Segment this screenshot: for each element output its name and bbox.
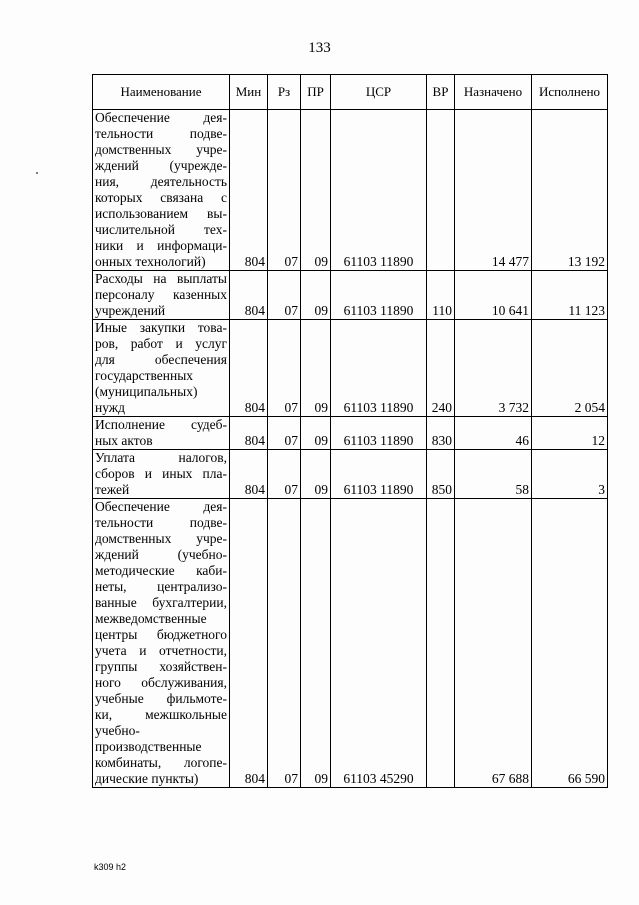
row-vr-cell xyxy=(427,110,455,271)
row-name-line: неты, централизо- xyxy=(95,579,227,594)
footer-code: k309 h2 xyxy=(94,862,127,872)
row-executed-cell: 13 192 xyxy=(532,110,608,271)
row-executed-cell: 11 123 xyxy=(532,271,608,320)
header-vr: ВР xyxy=(427,75,455,110)
row-assigned-cell: 10 641 xyxy=(455,271,532,320)
row-name-line: учета и отчетности, xyxy=(95,643,227,658)
row-name-line: Обеспечение дея- xyxy=(95,110,227,125)
row-rz-cell: 07 xyxy=(268,417,301,450)
row-name-line: государственных xyxy=(95,368,194,383)
row-csr-cell: 61103 11890 xyxy=(331,271,427,320)
row-name-line: ного обслуживания, xyxy=(95,675,227,690)
row-name-cell xyxy=(93,110,230,271)
row-executed-cell: 66 590 xyxy=(532,499,608,788)
row-vr-cell: 830 xyxy=(427,417,455,450)
row-name-cell xyxy=(93,320,230,417)
row-assigned-cell: 58 xyxy=(455,450,532,499)
row-csr-cell: 61103 45290 xyxy=(331,499,427,788)
row-name-line: учебные фильмоте- xyxy=(95,691,227,706)
row-vr-cell: 110 xyxy=(427,271,455,320)
row-name-line: ванные бухгалтерии, xyxy=(95,595,227,610)
row-name-line: персоналу казенных xyxy=(95,287,227,302)
row-name-line: методические каби- xyxy=(95,563,227,578)
row-name-line: ждений (учрежде- xyxy=(95,158,227,173)
row-pr-cell: 09 xyxy=(301,271,331,320)
row-min-cell: 804 xyxy=(230,417,268,450)
row-name-cell xyxy=(93,271,230,320)
row-name-line: группы хозяйствен- xyxy=(95,659,227,674)
header-pr: ПР xyxy=(301,75,331,110)
page-number: 133 xyxy=(308,40,331,56)
row-pr-cell: 09 xyxy=(301,499,331,788)
header-rz: Рз xyxy=(268,75,301,110)
table-row xyxy=(93,320,608,417)
row-pr-cell: 09 xyxy=(301,417,331,450)
row-name-line: Расходы на выплаты xyxy=(95,271,227,286)
row-pr-cell: 09 xyxy=(301,320,331,417)
row-csr-cell: 61103 11890 xyxy=(331,450,427,499)
row-min-cell: 804 xyxy=(230,110,268,271)
row-name-line: комбинаты, логопе- xyxy=(95,755,227,770)
row-name-line: нужд xyxy=(95,400,125,415)
header-assigned: Назначено xyxy=(455,75,532,110)
header-min: Мин xyxy=(230,75,268,110)
row-min-cell: 804 xyxy=(230,320,268,417)
row-assigned-cell: 14 477 xyxy=(455,110,532,271)
row-vr-cell xyxy=(427,499,455,788)
row-name-line: центры бюджетного xyxy=(95,627,227,642)
row-name-line: ных актов xyxy=(95,433,153,448)
row-rz-cell: 07 xyxy=(268,499,301,788)
row-name-line: которых связана с xyxy=(95,190,227,205)
row-csr-cell: 61103 11890 xyxy=(331,110,427,271)
row-name-cell xyxy=(93,417,230,450)
row-executed-cell: 12 xyxy=(532,417,608,450)
row-min-cell: 804 xyxy=(230,499,268,788)
row-executed-cell: 2 054 xyxy=(532,320,608,417)
row-executed-cell: 3 xyxy=(532,450,608,499)
table-row xyxy=(93,450,608,499)
row-name-line: тельности подве- xyxy=(95,126,227,141)
row-pr-cell: 09 xyxy=(301,110,331,271)
row-name-line: тежей xyxy=(95,482,130,497)
row-name-cell xyxy=(93,450,230,499)
table-row xyxy=(93,110,608,271)
row-name-line: числительной тех- xyxy=(95,222,227,237)
row-name-line: тельности подве- xyxy=(95,515,227,530)
row-csr-cell: 61103 11890 xyxy=(331,417,427,450)
scan-speck xyxy=(36,172,38,174)
row-name-line: онных технологий) xyxy=(95,254,206,269)
table-header-row xyxy=(93,75,608,110)
row-name-line: ники и информаци- xyxy=(95,238,227,253)
row-name-line: учреждений xyxy=(95,303,166,318)
row-pr-cell: 09 xyxy=(301,450,331,499)
table-row xyxy=(93,271,608,320)
row-rz-cell: 07 xyxy=(268,271,301,320)
row-name-line: ния, деятельность xyxy=(95,174,227,189)
row-min-cell: 804 xyxy=(230,271,268,320)
row-name-line: домственных учре- xyxy=(95,531,227,546)
row-name-line: ки, межшкольные xyxy=(95,707,227,722)
row-name-line: Обеспечение дея- xyxy=(95,499,227,514)
row-vr-cell: 240 xyxy=(427,320,455,417)
row-rz-cell: 07 xyxy=(268,450,301,499)
table-body xyxy=(93,110,608,788)
row-name-line: сборов и иных пла- xyxy=(95,466,227,481)
row-name-line: Исполнение судеб- xyxy=(95,417,227,432)
budget-table xyxy=(92,74,608,788)
row-csr-cell: 61103 11890 xyxy=(331,320,427,417)
row-assigned-cell: 3 732 xyxy=(455,320,532,417)
row-name-line: домственных учре- xyxy=(95,142,227,157)
row-name-line: для обеспечения xyxy=(95,352,227,367)
row-assigned-cell: 67 688 xyxy=(455,499,532,788)
row-name-line: ров, работ и услуг xyxy=(95,336,227,351)
row-name-line: (муниципальных) xyxy=(95,384,198,399)
row-name-line: ждений (учебно- xyxy=(95,547,227,562)
table-row xyxy=(93,499,608,788)
row-rz-cell: 07 xyxy=(268,110,301,271)
row-vr-cell: 850 xyxy=(427,450,455,499)
row-name-line: дические пункты) xyxy=(95,771,199,786)
row-name-line: использованием вы- xyxy=(95,206,227,221)
row-min-cell: 804 xyxy=(230,450,268,499)
header-name: Наименование xyxy=(93,75,230,110)
row-name-cell xyxy=(93,499,230,788)
row-name-line: Иные закупки това- xyxy=(95,320,227,335)
header-executed: Исполнено xyxy=(532,75,608,110)
row-name-line: производственные xyxy=(95,739,202,754)
row-rz-cell: 07 xyxy=(268,320,301,417)
row-assigned-cell: 46 xyxy=(455,417,532,450)
row-name-line: учебно- xyxy=(95,723,140,738)
header-csr: ЦСР xyxy=(331,75,427,110)
row-name-line: межведомственные xyxy=(95,611,207,626)
table-row xyxy=(93,417,608,450)
row-name-line: Уплата налогов, xyxy=(95,450,227,465)
